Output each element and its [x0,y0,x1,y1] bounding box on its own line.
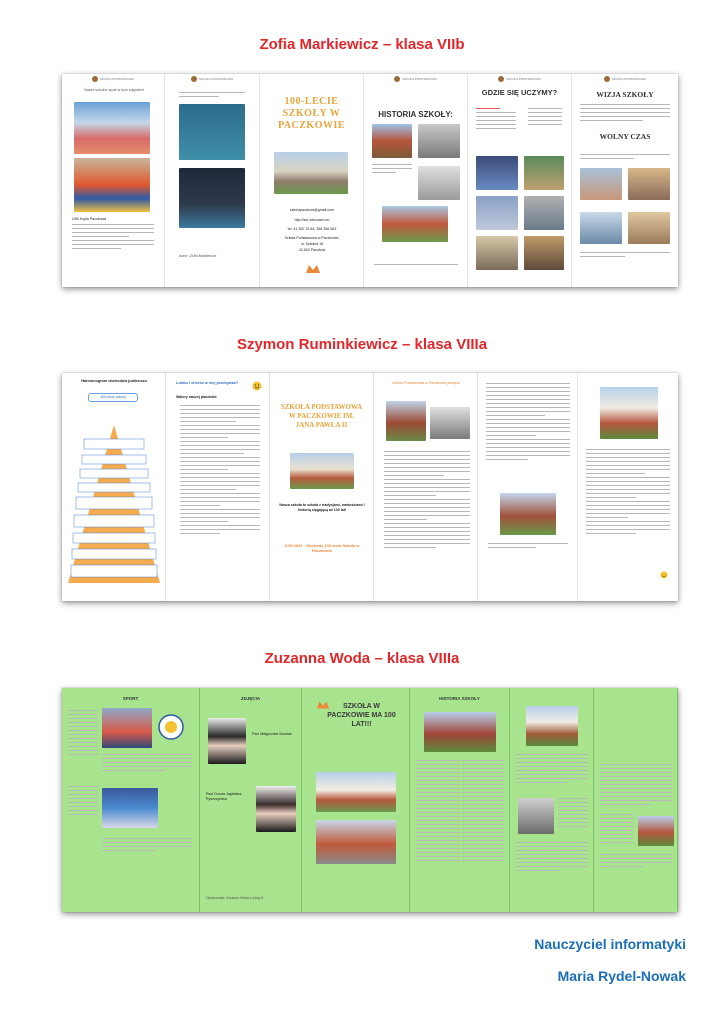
brochure-panel [510,688,594,912]
brochure-panel [302,688,410,912]
person-name: Pani Dorota Jagielska-Ryszczyńska [206,792,243,801]
free-time-photo [628,212,670,244]
smiley-icon [660,571,668,579]
panel-caption: Nasze szkolne życie w tych zdjęciach [84,88,144,92]
section-title-zofia: Zofia Markiewicz – klasa VIIb [259,36,465,53]
classroom-photo [476,196,518,230]
history-photo [500,493,556,535]
school-building-photo [274,152,348,194]
brochure-panel: SZKOŁA PODSTAWOWA Nasze szkolne życie w tych zdjęciach U95 Kopla Paczkowa [62,74,165,287]
school-building-photo [600,387,658,439]
brochure-panel: SZKOŁA PODSTAWOWA HISTORIA SZKOŁY: [364,74,468,287]
panel-title: Lubisz i chcesz w niej przebywać? [176,381,239,385]
sports-team-photo [102,708,152,748]
section-title-zuzanna: Zuzanna Woda – klasa VIIIa [264,650,460,667]
panel-title: Harmonogram obchodów jubileuszu [81,379,147,383]
contact-website: http://sm.sitecoach.eu [294,218,330,222]
panel-title: 100-LECIE SZKOŁY W PACZKOWIE [277,96,346,131]
classroom-photo [476,156,518,190]
history-photo [418,124,460,158]
free-time-photo [628,168,670,200]
contact-address: 42-602 Paczków [298,248,326,252]
history-photo [430,407,470,439]
smiley-icon [252,381,262,391]
contact-address: Szkoła Podstawowa w Paczkowie, [284,236,340,240]
school-building-photo [316,772,396,812]
brochure-panel [478,373,578,601]
timeline-pyramid-icon [68,425,160,583]
panel-title: WIZJA SZKOŁY [596,90,654,99]
school-building-photo [638,816,674,846]
sports-club-logo-icon [158,714,184,740]
history-photo [418,166,460,200]
brochure-panel: SZKOŁA PODSTAWOWA Autor: Zofia Markiewicz [165,74,260,287]
history-photo [518,798,554,834]
panel-title: Szkoła Podstawowa w Paczkowie pamięta [392,381,460,385]
school-building-photo [290,453,354,489]
school-logo-icon [305,264,321,274]
teacher-name: Maria Rydel-Nowak [557,968,686,984]
history-photo [386,401,426,441]
brochure-panel [200,688,302,912]
brochure-panel: SZKOŁA PODSTAWOWA WIZJA SZKOŁY WOLNY CZAS [572,74,678,287]
contact-email: szkolapaczkow@gmail.com [289,208,335,212]
panel-footer: U95 Kopla Paczkowa [72,217,107,221]
panel-author: Autor: Zofia Markiewicz [179,254,217,258]
brochure-panel [374,373,478,601]
panel-author: Opracowała: Zuzanna Woda z klasy 8 [206,896,264,900]
brochure-panel [166,373,270,601]
brochure-panel [270,373,374,601]
contact-address: ul. Szkolna 16 [300,242,324,246]
panel-title: SZKOŁA W PACZKOWIE MA 100 LAT!!! [327,703,396,728]
classroom-photo [476,236,518,270]
history-photo [526,706,578,746]
classroom-photo [524,236,564,270]
brochure-panel: SZKOŁA PODSTAWOWA GDZIE SIĘ UCZYMY? [468,74,572,287]
panel-title: SPORT [122,696,139,701]
brochure-zuzanna [62,688,678,912]
website-screenshot [179,104,245,160]
free-time-photo [580,168,622,200]
brochure-szymon [62,373,678,601]
brochure-panel [594,688,678,912]
history-photo [372,124,412,158]
school-building-photo [316,820,396,864]
panel-title: HISTORIA SZKOŁY [439,696,480,701]
contact-phone: tel. 41 352 76 84, 356 356 563 [287,227,337,231]
sports-team-photo [74,158,150,212]
history-photo [382,206,448,242]
classroom-photo [524,156,564,190]
free-time-photo [580,212,622,244]
jubilee-badge: 100-lecie szkoły [88,393,138,402]
brochure-zofia [62,74,678,287]
website-screenshot [179,168,245,228]
teacher-role: Nauczyciel informatyki [534,936,686,952]
section-title-szymon: Szymon Ruminkiewicz – klasa VIIIa [236,336,488,353]
brochure-panel [410,688,510,912]
director-portrait-photo [208,718,246,764]
panel-title: ZDJĘCIA [240,696,261,701]
brochure-panel [260,74,364,287]
classroom-photo [524,196,564,230]
panel-slogan: Nasza szkoła to szkoła z tradycjami, wartościami i historią sięgającą aż 100 lat! [279,503,365,512]
celebration-date: 5.05.2023 - Obchody 100-lecia Szkoły w Paczkowie [284,543,360,553]
brochure-panel [578,373,678,601]
sports-award-photo [102,788,158,828]
vice-director-portrait-photo [256,786,296,832]
panel-subtitle: Walory naszej placówki: [176,395,218,399]
sports-team-photo [74,102,150,154]
panel-title: WOLNY CZAS [599,132,651,141]
panel-title: GDZIE SIĘ UCZYMY? [481,88,558,97]
person-name: Pani Małgorzata Szostak [252,732,292,736]
panel-title: HISTORIA SZKOŁY: [378,110,453,119]
brochure-panel [62,373,166,601]
history-photo [424,712,496,752]
brochure-panel [62,688,200,912]
panel-title: SZKOŁA PODSTAWOWA W PACZKOWIE IM. JANA PAWŁA II [280,403,363,429]
